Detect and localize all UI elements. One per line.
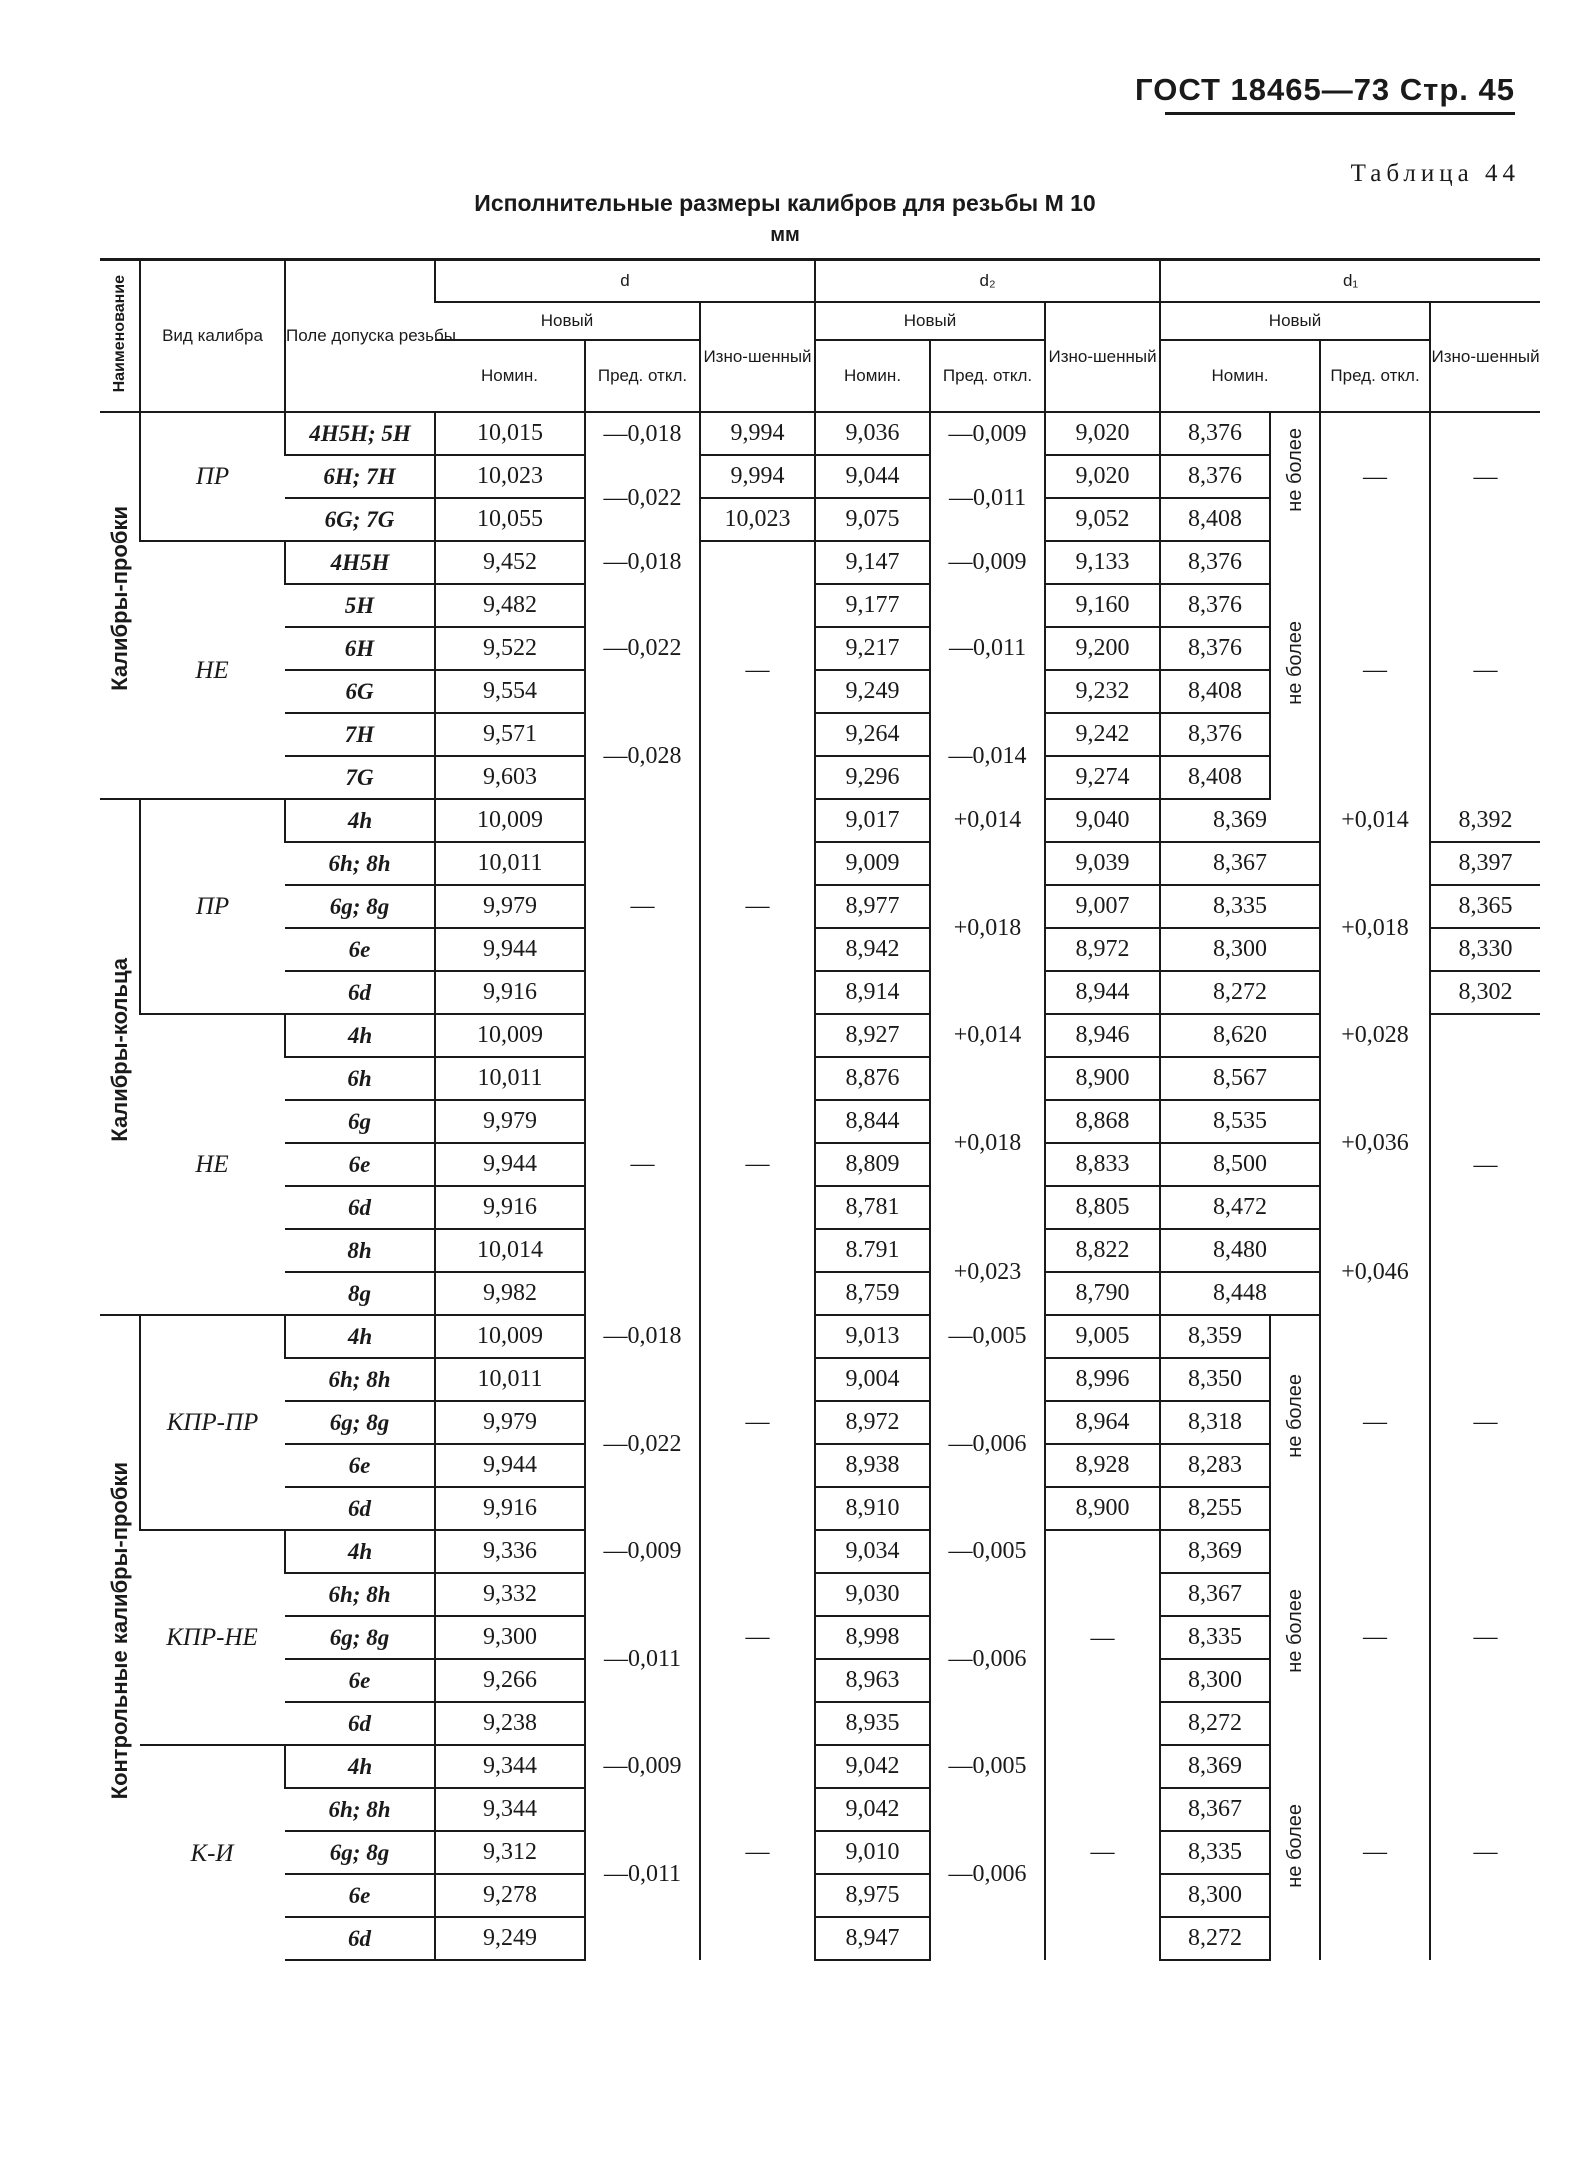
d2-nominal: 8,759 xyxy=(815,1272,930,1315)
d-deviation: —0,011 xyxy=(585,1788,700,1960)
d2-worn: 9,232 xyxy=(1045,670,1160,713)
col-head-d1-nom: Номин. xyxy=(1160,340,1320,412)
note-ne-bolee xyxy=(1270,1315,1320,1530)
d2-nominal: 9,075 xyxy=(815,498,930,541)
d1-worn-dash: — xyxy=(1430,1530,1540,1745)
d2-nominal: 8,809 xyxy=(815,1143,930,1186)
tolerance-field: 6g; 8g xyxy=(285,1831,435,1874)
d-nominal: 9,452 xyxy=(435,541,585,584)
gauge-kind: К-И xyxy=(140,1745,285,1960)
col-head-d2: d₂ xyxy=(815,260,1160,303)
group-name xyxy=(100,1315,140,1960)
tolerance-field: 6e xyxy=(285,1659,435,1702)
d-nominal: 10,015 xyxy=(435,412,585,455)
d1-nominal: 8,283 xyxy=(1160,1444,1270,1487)
tolerance-field: 6g; 8g xyxy=(285,1401,435,1444)
d-deviation: —0,018 xyxy=(585,1315,700,1358)
d1-worn-dash: — xyxy=(1430,541,1540,799)
d2-worn: 9,200 xyxy=(1045,627,1160,670)
d2-nominal: 8,781 xyxy=(815,1186,930,1229)
d2-nominal: 9,249 xyxy=(815,670,930,713)
d2-nominal: 9,296 xyxy=(815,756,930,799)
d2-deviation: —0,006 xyxy=(930,1573,1045,1745)
d1-nominal: 8,367 xyxy=(1160,1573,1270,1616)
note-ne-bolee-label: не более xyxy=(1284,621,1307,705)
d1-pred-dash: — xyxy=(1320,1315,1430,1530)
d-worn: 9,994 xyxy=(700,455,815,498)
col-head-d2-pred: Пред. откл. xyxy=(930,340,1045,412)
d2-worn: 8,822 xyxy=(1045,1229,1160,1272)
tolerance-field: 6g xyxy=(285,1100,435,1143)
d1-pred-dash: — xyxy=(1320,1530,1430,1745)
d2-nominal: 9,017 xyxy=(815,799,930,842)
d2-nominal: 8,935 xyxy=(815,1702,930,1745)
d2-nominal: 9,010 xyxy=(815,1831,930,1874)
d-pred-dash: — xyxy=(585,1014,700,1315)
d2-nominal: 8,938 xyxy=(815,1444,930,1487)
note-ne-bolee xyxy=(1270,412,1320,541)
d-nominal: 9,344 xyxy=(435,1788,585,1831)
table-title: Исполнительные размеры калибров для резьбы М 10 xyxy=(474,190,1096,216)
d2-worn: 9,160 xyxy=(1045,584,1160,627)
d1-deviation: +0,036 xyxy=(1320,1057,1430,1229)
d1-nominal: 8,480 xyxy=(1160,1229,1320,1272)
tolerance-field: 6e xyxy=(285,1444,435,1487)
d2-nominal: 8,972 xyxy=(815,1401,930,1444)
d-nominal: 10,011 xyxy=(435,1057,585,1100)
tolerance-field: 6e xyxy=(285,928,435,971)
d2-deviation: —0,009 xyxy=(930,412,1045,455)
d1-nominal: 8,500 xyxy=(1160,1143,1320,1186)
d1-nominal: 8,300 xyxy=(1160,1659,1270,1702)
table-row xyxy=(100,1530,1540,1573)
d2-nominal: 9,217 xyxy=(815,627,930,670)
tolerance-field: 6H xyxy=(285,627,435,670)
d-nominal: 9,332 xyxy=(435,1573,585,1616)
gauge-kind: ПР xyxy=(140,799,285,1014)
d2-nominal: 9,036 xyxy=(815,412,930,455)
d-nominal: 10,009 xyxy=(435,1014,585,1057)
d2-worn: 9,040 xyxy=(1045,799,1160,842)
d-nominal: 9,979 xyxy=(435,1401,585,1444)
d2-deviation: +0,014 xyxy=(930,799,1045,842)
d-nominal: 10,009 xyxy=(435,799,585,842)
d1-worn-dash: — xyxy=(1430,1014,1540,1315)
d2-deviation: +0,018 xyxy=(930,842,1045,1014)
tolerance-field: 4H5H xyxy=(285,541,435,584)
d-nominal: 9,312 xyxy=(435,1831,585,1874)
d2-worn: 8,964 xyxy=(1045,1401,1160,1444)
d1-nominal: 8,272 xyxy=(1160,1702,1270,1745)
tolerance-field: 6h; 8h xyxy=(285,1788,435,1831)
tolerance-field: 6d xyxy=(285,1917,435,1960)
d2-worn: 9,005 xyxy=(1045,1315,1160,1358)
d2-nominal: 9,147 xyxy=(815,541,930,584)
d-deviation: —0,018 xyxy=(585,412,700,455)
d1-worn: 8,397 xyxy=(1430,842,1540,885)
gauge-kind: НЕ xyxy=(140,541,285,799)
col-head-d-worn: Изно-шенный xyxy=(700,302,815,412)
col-head-d-new: Новый xyxy=(435,302,700,340)
d2-nominal: 8,963 xyxy=(815,1659,930,1702)
d-worn-dash: — xyxy=(700,1745,815,1960)
col-head-d1-new: Новый xyxy=(1160,302,1430,340)
d2-worn: 8,868 xyxy=(1045,1100,1160,1143)
group-name xyxy=(100,799,140,1315)
d1-worn: 8,392 xyxy=(1430,799,1540,842)
group-name-label: Калибры-кольца xyxy=(106,958,132,1142)
d1-nominal: 8,448 xyxy=(1160,1272,1320,1315)
table-row xyxy=(100,1057,1540,1100)
table-row xyxy=(100,842,1540,885)
table-row xyxy=(100,1229,1540,1272)
d2-nominal: 9,013 xyxy=(815,1315,930,1358)
d2-worn: 9,052 xyxy=(1045,498,1160,541)
d-nominal: 9,603 xyxy=(435,756,585,799)
d-nominal: 10,011 xyxy=(435,1358,585,1401)
d2-nominal: 8,844 xyxy=(815,1100,930,1143)
note-ne-bolee xyxy=(1270,1745,1320,1960)
d-nominal: 9,300 xyxy=(435,1616,585,1659)
d-deviation: —0,028 xyxy=(585,713,700,799)
d1-nominal: 8,300 xyxy=(1160,1874,1270,1917)
tolerance-field: 6d xyxy=(285,1702,435,1745)
note-ne-bolee xyxy=(1270,1530,1320,1745)
d1-nominal: 8,369 xyxy=(1160,1530,1270,1573)
d2-deviation: —0,011 xyxy=(930,584,1045,713)
d2-nominal: 9,004 xyxy=(815,1358,930,1401)
tolerance-field: 6d xyxy=(285,1186,435,1229)
d1-nominal: 8,335 xyxy=(1160,1616,1270,1659)
d-nominal: 9,482 xyxy=(435,584,585,627)
d2-deviation: +0,018 xyxy=(930,1057,1045,1229)
d-worn: 9,994 xyxy=(700,412,815,455)
gauge-kind: НЕ xyxy=(140,1014,285,1315)
d-nominal: 9,979 xyxy=(435,885,585,928)
d-nominal: 9,979 xyxy=(435,1100,585,1143)
d2-worn: 8,946 xyxy=(1045,1014,1160,1057)
d2-nominal: 8,998 xyxy=(815,1616,930,1659)
d2-deviation: +0,014 xyxy=(930,1014,1045,1057)
col-head-d1: d₁ xyxy=(1160,260,1540,303)
d-nominal: 9,982 xyxy=(435,1272,585,1315)
tolerance-field: 6h; 8h xyxy=(285,1358,435,1401)
tolerance-field: 6H; 7H xyxy=(285,455,435,498)
d2-deviation: —0,005 xyxy=(930,1315,1045,1358)
tolerance-field: 4H5H; 5H xyxy=(285,412,435,455)
col-head-d: d xyxy=(435,260,815,303)
d-nominal: 9,278 xyxy=(435,1874,585,1917)
col-head-d2-new: Новый xyxy=(815,302,1045,340)
col-head-d2-nom: Номин. xyxy=(815,340,930,412)
d2-deviation: —0,005 xyxy=(930,1745,1045,1788)
tolerance-field: 5H xyxy=(285,584,435,627)
col-head-vid: Вид калибра xyxy=(140,260,285,413)
d2-worn: 9,020 xyxy=(1045,412,1160,455)
d2-nominal: 9,042 xyxy=(815,1745,930,1788)
d-nominal: 9,238 xyxy=(435,1702,585,1745)
d1-worn-dash: — xyxy=(1430,1745,1540,1960)
d-deviation: —0,011 xyxy=(585,1573,700,1745)
d-nominal: 9,916 xyxy=(435,1487,585,1530)
d1-nominal: 8,376 xyxy=(1160,412,1270,455)
d-nominal: 9,249 xyxy=(435,1917,585,1960)
d1-deviation: +0,014 xyxy=(1320,799,1430,842)
d2-deviation: —0,011 xyxy=(930,455,1045,541)
tolerance-field: 6G xyxy=(285,670,435,713)
d1-nominal: 8,408 xyxy=(1160,498,1270,541)
tolerance-field: 6g; 8g xyxy=(285,885,435,928)
gauge-kind: ПР xyxy=(140,412,285,541)
table-row xyxy=(100,799,1540,842)
d-worn-dash: — xyxy=(700,1530,815,1745)
d1-worn: 8,302 xyxy=(1430,971,1540,1014)
d1-deviation: +0,046 xyxy=(1320,1229,1430,1315)
d1-nominal: 8,359 xyxy=(1160,1315,1270,1358)
d2-worn: 8,928 xyxy=(1045,1444,1160,1487)
d-deviation: —0,009 xyxy=(585,1530,700,1573)
col-head-d1-pred: Пред. откл. xyxy=(1320,340,1430,412)
table-row xyxy=(100,541,1540,584)
d-pred-dash: — xyxy=(585,799,700,1014)
tolerance-field: 4h xyxy=(285,1014,435,1057)
col-head-d-nom: Номин. xyxy=(435,340,585,412)
d2-nominal: 9,264 xyxy=(815,713,930,756)
table-row xyxy=(100,1745,1540,1788)
tolerance-field: 6d xyxy=(285,1487,435,1530)
page-header: ГОСТ 18465—73 Стр. 45 xyxy=(1135,72,1515,107)
d2-nominal: 8,910 xyxy=(815,1487,930,1530)
d2-worn: 9,133 xyxy=(1045,541,1160,584)
d-nominal: 9,944 xyxy=(435,1444,585,1487)
d1-worn: 8,365 xyxy=(1430,885,1540,928)
d1-nominal: 8,376 xyxy=(1160,627,1270,670)
tolerance-field: 4h xyxy=(285,1530,435,1573)
d2-worn: 9,007 xyxy=(1045,885,1160,928)
d1-nominal: 8,300 xyxy=(1160,928,1320,971)
d-nominal: 9,571 xyxy=(435,713,585,756)
d1-nominal: 8,535 xyxy=(1160,1100,1320,1143)
d-deviation: —0,022 xyxy=(585,1358,700,1530)
d-nominal: 10,023 xyxy=(435,455,585,498)
gauge-dimensions-table xyxy=(100,258,1540,1961)
note-ne-bolee-label: не более xyxy=(1284,1588,1307,1673)
d1-nominal: 8,376 xyxy=(1160,713,1270,756)
d-worn-dash: — xyxy=(700,1315,815,1530)
d1-nominal: 8,367 xyxy=(1160,842,1320,885)
tolerance-field: 4h xyxy=(285,1315,435,1358)
d2-nominal: 8,942 xyxy=(815,928,930,971)
d2-nominal: 8.791 xyxy=(815,1229,930,1272)
d-nominal: 9,944 xyxy=(435,928,585,971)
d2-nominal: 8,876 xyxy=(815,1057,930,1100)
tolerance-field: 6h; 8h xyxy=(285,1573,435,1616)
group-name xyxy=(100,412,140,799)
tolerance-field: 6h; 8h xyxy=(285,842,435,885)
d1-nominal: 8,272 xyxy=(1160,971,1320,1014)
d-nominal: 10,009 xyxy=(435,1315,585,1358)
gauge-kind: КПР-НЕ xyxy=(140,1530,285,1745)
d-nominal: 9,344 xyxy=(435,1745,585,1788)
d2-deviation: —0,009 xyxy=(930,541,1045,584)
d2-nominal: 9,030 xyxy=(815,1573,930,1616)
header-rule xyxy=(1165,112,1515,115)
d2-worn-dash: — xyxy=(1045,1745,1160,1960)
table-number: Таблица 44 xyxy=(1350,160,1520,187)
d2-nominal: 9,034 xyxy=(815,1530,930,1573)
tolerance-field: 4h xyxy=(285,1745,435,1788)
col-head-pole: Поле допуска резьбы xyxy=(285,260,435,413)
d-worn-dash: — xyxy=(700,541,815,799)
d2-worn: 8,944 xyxy=(1045,971,1160,1014)
d-deviation: —0,022 xyxy=(585,455,700,541)
d2-worn: 8,900 xyxy=(1045,1057,1160,1100)
d-nominal: 9,916 xyxy=(435,971,585,1014)
d2-deviation: —0,005 xyxy=(930,1530,1045,1573)
d2-nominal: 8,947 xyxy=(815,1917,930,1960)
d2-worn: 9,274 xyxy=(1045,756,1160,799)
d1-nominal: 8,367 xyxy=(1160,1788,1270,1831)
d2-worn: 8,996 xyxy=(1045,1358,1160,1401)
d2-nominal: 8,977 xyxy=(815,885,930,928)
d-worn: 10,023 xyxy=(700,498,815,541)
d1-nominal: 8,335 xyxy=(1160,885,1320,928)
d-nominal: 9,944 xyxy=(435,1143,585,1186)
tolerance-field: 6d xyxy=(285,971,435,1014)
d-nominal: 9,266 xyxy=(435,1659,585,1702)
note-ne-bolee-label: не более xyxy=(1284,428,1307,512)
d2-worn: 8,972 xyxy=(1045,928,1160,971)
d-worn-dash: — xyxy=(700,1014,815,1315)
table-unit: мм xyxy=(770,224,800,246)
tolerance-field: 8h xyxy=(285,1229,435,1272)
d-nominal: 9,916 xyxy=(435,1186,585,1229)
d2-nominal: 8,975 xyxy=(815,1874,930,1917)
tolerance-field: 4h xyxy=(285,799,435,842)
d2-nominal: 9,009 xyxy=(815,842,930,885)
d1-nominal: 8,567 xyxy=(1160,1057,1320,1100)
d2-worn: 9,020 xyxy=(1045,455,1160,498)
d1-worn: 8,330 xyxy=(1430,928,1540,971)
d-nominal: 10,014 xyxy=(435,1229,585,1272)
d2-deviation: —0,006 xyxy=(930,1358,1045,1530)
d2-worn-dash: — xyxy=(1045,1530,1160,1745)
table-row xyxy=(100,1014,1540,1057)
d2-worn: 9,242 xyxy=(1045,713,1160,756)
d-nominal: 9,522 xyxy=(435,627,585,670)
group-name-label: Калибры-пробки xyxy=(106,506,132,691)
d1-pred-dash: — xyxy=(1320,541,1430,799)
tolerance-field: 7H xyxy=(285,713,435,756)
d1-nominal: 8,272 xyxy=(1160,1917,1270,1960)
d2-worn: 8,900 xyxy=(1045,1487,1160,1530)
d-deviation: —0,022 xyxy=(585,584,700,713)
col-head-d1-worn: Изно-шенный xyxy=(1430,302,1540,412)
tolerance-field: 8g xyxy=(285,1272,435,1315)
d2-nominal: 9,044 xyxy=(815,455,930,498)
d1-nominal: 8,376 xyxy=(1160,584,1270,627)
d1-pred-dash: — xyxy=(1320,1745,1430,1960)
d1-deviation: +0,018 xyxy=(1320,842,1430,1014)
d2-deviation: —0,014 xyxy=(930,713,1045,799)
group-name-label: Контрольные калибры-пробки xyxy=(106,1462,132,1800)
tolerance-field: 6g; 8g xyxy=(285,1616,435,1659)
d2-worn: 8,790 xyxy=(1045,1272,1160,1315)
d2-nominal: 9,042 xyxy=(815,1788,930,1831)
d2-nominal: 9,177 xyxy=(815,584,930,627)
d-nominal: 9,336 xyxy=(435,1530,585,1573)
d2-worn: 8,805 xyxy=(1045,1186,1160,1229)
tolerance-field: 6h xyxy=(285,1057,435,1100)
d1-worn-dash: — xyxy=(1430,1315,1540,1530)
d1-nominal: 8,369 xyxy=(1160,1745,1270,1788)
d1-nominal: 8,408 xyxy=(1160,670,1270,713)
d-nominal: 10,011 xyxy=(435,842,585,885)
d1-worn-dash: — xyxy=(1430,412,1540,541)
tolerance-field: 7G xyxy=(285,756,435,799)
d-nominal: 10,055 xyxy=(435,498,585,541)
d2-worn: 8,833 xyxy=(1045,1143,1160,1186)
d2-nominal: 8,914 xyxy=(815,971,930,1014)
col-head-d2-worn: Изно-шенный xyxy=(1045,302,1160,412)
d-deviation: —0,018 xyxy=(585,541,700,584)
table-row xyxy=(100,412,1540,455)
d2-deviation: —0,006 xyxy=(930,1788,1045,1960)
d-nominal: 9,554 xyxy=(435,670,585,713)
table-row xyxy=(100,1315,1540,1358)
tolerance-field: 6G; 7G xyxy=(285,498,435,541)
d1-nominal: 8,472 xyxy=(1160,1186,1320,1229)
d1-nominal: 8,318 xyxy=(1160,1401,1270,1444)
d-worn-dash: — xyxy=(700,799,815,1014)
d1-nominal: 8,408 xyxy=(1160,756,1270,799)
note-ne-bolee-label: не более xyxy=(1284,1803,1307,1888)
d-deviation: —0,009 xyxy=(585,1745,700,1788)
d1-nominal: 8,376 xyxy=(1160,541,1270,584)
tolerance-field: 6e xyxy=(285,1143,435,1186)
d1-nominal: 8,350 xyxy=(1160,1358,1270,1401)
d1-deviation: +0,028 xyxy=(1320,1014,1430,1057)
d1-nominal: 8,620 xyxy=(1160,1014,1320,1057)
d1-nominal: 8,369 xyxy=(1160,799,1320,842)
d2-worn: 9,039 xyxy=(1045,842,1160,885)
gauge-kind: КПР-ПР xyxy=(140,1315,285,1530)
d1-pred-dash: — xyxy=(1320,412,1430,541)
col-head-naim: Наименование xyxy=(100,260,140,413)
note-ne-bolee xyxy=(1270,541,1320,799)
note-ne-bolee-label: не более xyxy=(1284,1374,1307,1458)
d1-nominal: 8,255 xyxy=(1160,1487,1270,1530)
d2-deviation: +0,023 xyxy=(930,1229,1045,1315)
tolerance-field: 6e xyxy=(285,1874,435,1917)
d1-nominal: 8,376 xyxy=(1160,455,1270,498)
col-head-d-pred: Пред. откл. xyxy=(585,340,700,412)
d1-nominal: 8,335 xyxy=(1160,1831,1270,1874)
d2-nominal: 8,927 xyxy=(815,1014,930,1057)
